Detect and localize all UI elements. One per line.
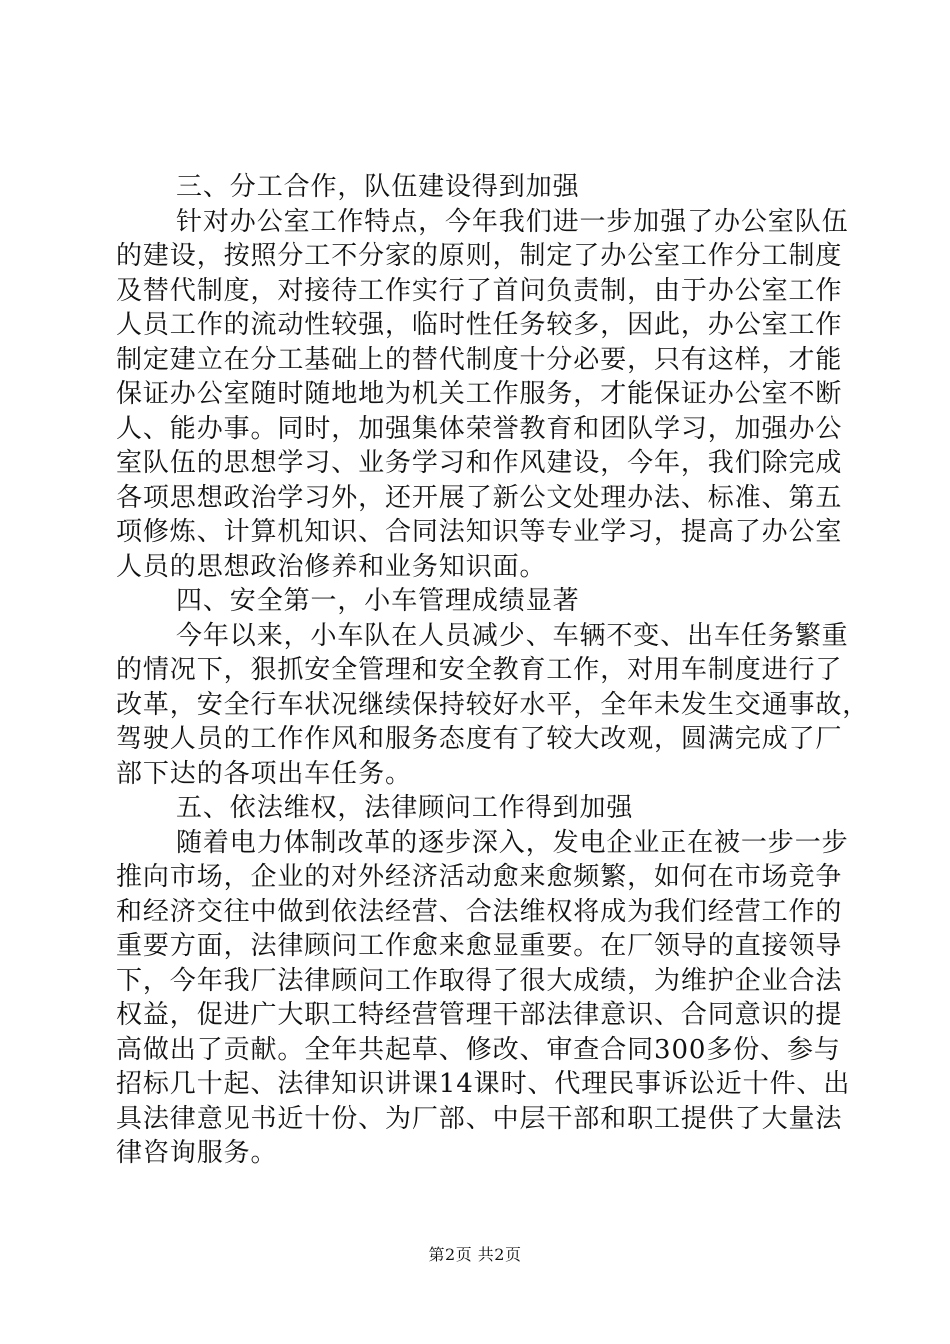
paragraph-line: 驾驶人员的工作作风和服务态度有了较大改观，圆满完成了厂 xyxy=(116,724,843,754)
paragraph-line: 保证办公室随时随地地为机关工作服务，才能保证办公室不断 xyxy=(116,379,843,409)
paragraph-line: 律咨询服务。 xyxy=(116,1138,278,1168)
section-heading: 三、分工合作，队伍建设得到加强 xyxy=(176,172,580,202)
document-body xyxy=(116,170,870,1171)
paragraph-line: 项修炼、计算机知识、合同法知识等专业学习，提高了办公室 xyxy=(116,517,843,547)
paragraph-line: 部下达的各项出车任务。 xyxy=(116,758,412,789)
section-heading: 五、依法维权，法律顾问工作得到加强 xyxy=(176,793,634,823)
section-heading: 四、安全第一，小车管理成绩显著 xyxy=(176,586,580,616)
paragraph-line: 权益，促进广大职工特经营管理干部法律意识、合同意识的提 xyxy=(116,1000,843,1030)
paragraph-line: 的情况下，狠抓安全管理和安全教育工作，对用车制度进行了 xyxy=(116,655,843,685)
paragraph-line: 随着电力体制改革的逐步深入，发电企业正在被一步一步 xyxy=(176,827,849,858)
paragraph-line: 人员的思想政治修养和业务知识面。 xyxy=(116,551,547,582)
paragraph-line: 招标几十起、法律知识讲课14课时、代理民事诉讼近十件、出 xyxy=(116,1069,851,1099)
paragraph-line: 和经济交往中做到依法经营、合法维权将成为我们经营工作的 xyxy=(116,896,843,927)
page-footer: 第2页 共2页 xyxy=(428,1245,522,1264)
paragraph-line: 室队伍的思想学习、业务学习和作风建设，今年，我们除完成 xyxy=(116,448,843,478)
paragraph-line: 制定建立在分工基础上的替代制度十分必要，只有这样，才能 xyxy=(116,344,843,375)
paragraph-line: 的建设，按照分工不分家的原则，制定了办公室工作分工制度 xyxy=(116,241,843,271)
paragraph-line: 下，今年我厂法律顾问工作取得了很大成绩，为维护企业合法 xyxy=(116,965,843,996)
paragraph-line: 人员工作的流动性较强，临时性任务较多，因此，办公室工作 xyxy=(116,310,843,340)
paragraph-line: 及替代制度，对接待工作实行了首问负责制，由于办公室工作 xyxy=(116,275,843,306)
paragraph-line: 人、能办事。同时，加强集体荣誉教育和团队学习，加强办公 xyxy=(116,413,843,444)
paragraph-line: 今年以来，小车队在人员减少、车辆不变、出车任务繁重 xyxy=(176,620,849,651)
paragraph-line: 针对办公室工作特点，今年我们进一步加强了办公室队伍 xyxy=(176,206,849,237)
paragraph-line: 改革，安全行车状况继续保持较好水平，全年未发生交通事故， xyxy=(116,689,870,720)
paragraph-line: 各项思想政治学习外，还开展了新公文处理办法、标准、第五 xyxy=(116,482,843,513)
paragraph-line: 重要方面，法律顾问工作愈来愈显重要。在厂领导的直接领导 xyxy=(116,931,843,961)
paragraph-line: 具法律意见书近十份、为厂部、中层干部和职工提供了大量法 xyxy=(116,1103,843,1134)
paragraph-line: 推向市场，企业的对外经济活动愈来愈频繁，如何在市场竞争 xyxy=(116,862,843,892)
paragraph-line: 高做出了贡献。全年共起草、修改、审查合同300多份、参与 xyxy=(116,1034,841,1065)
